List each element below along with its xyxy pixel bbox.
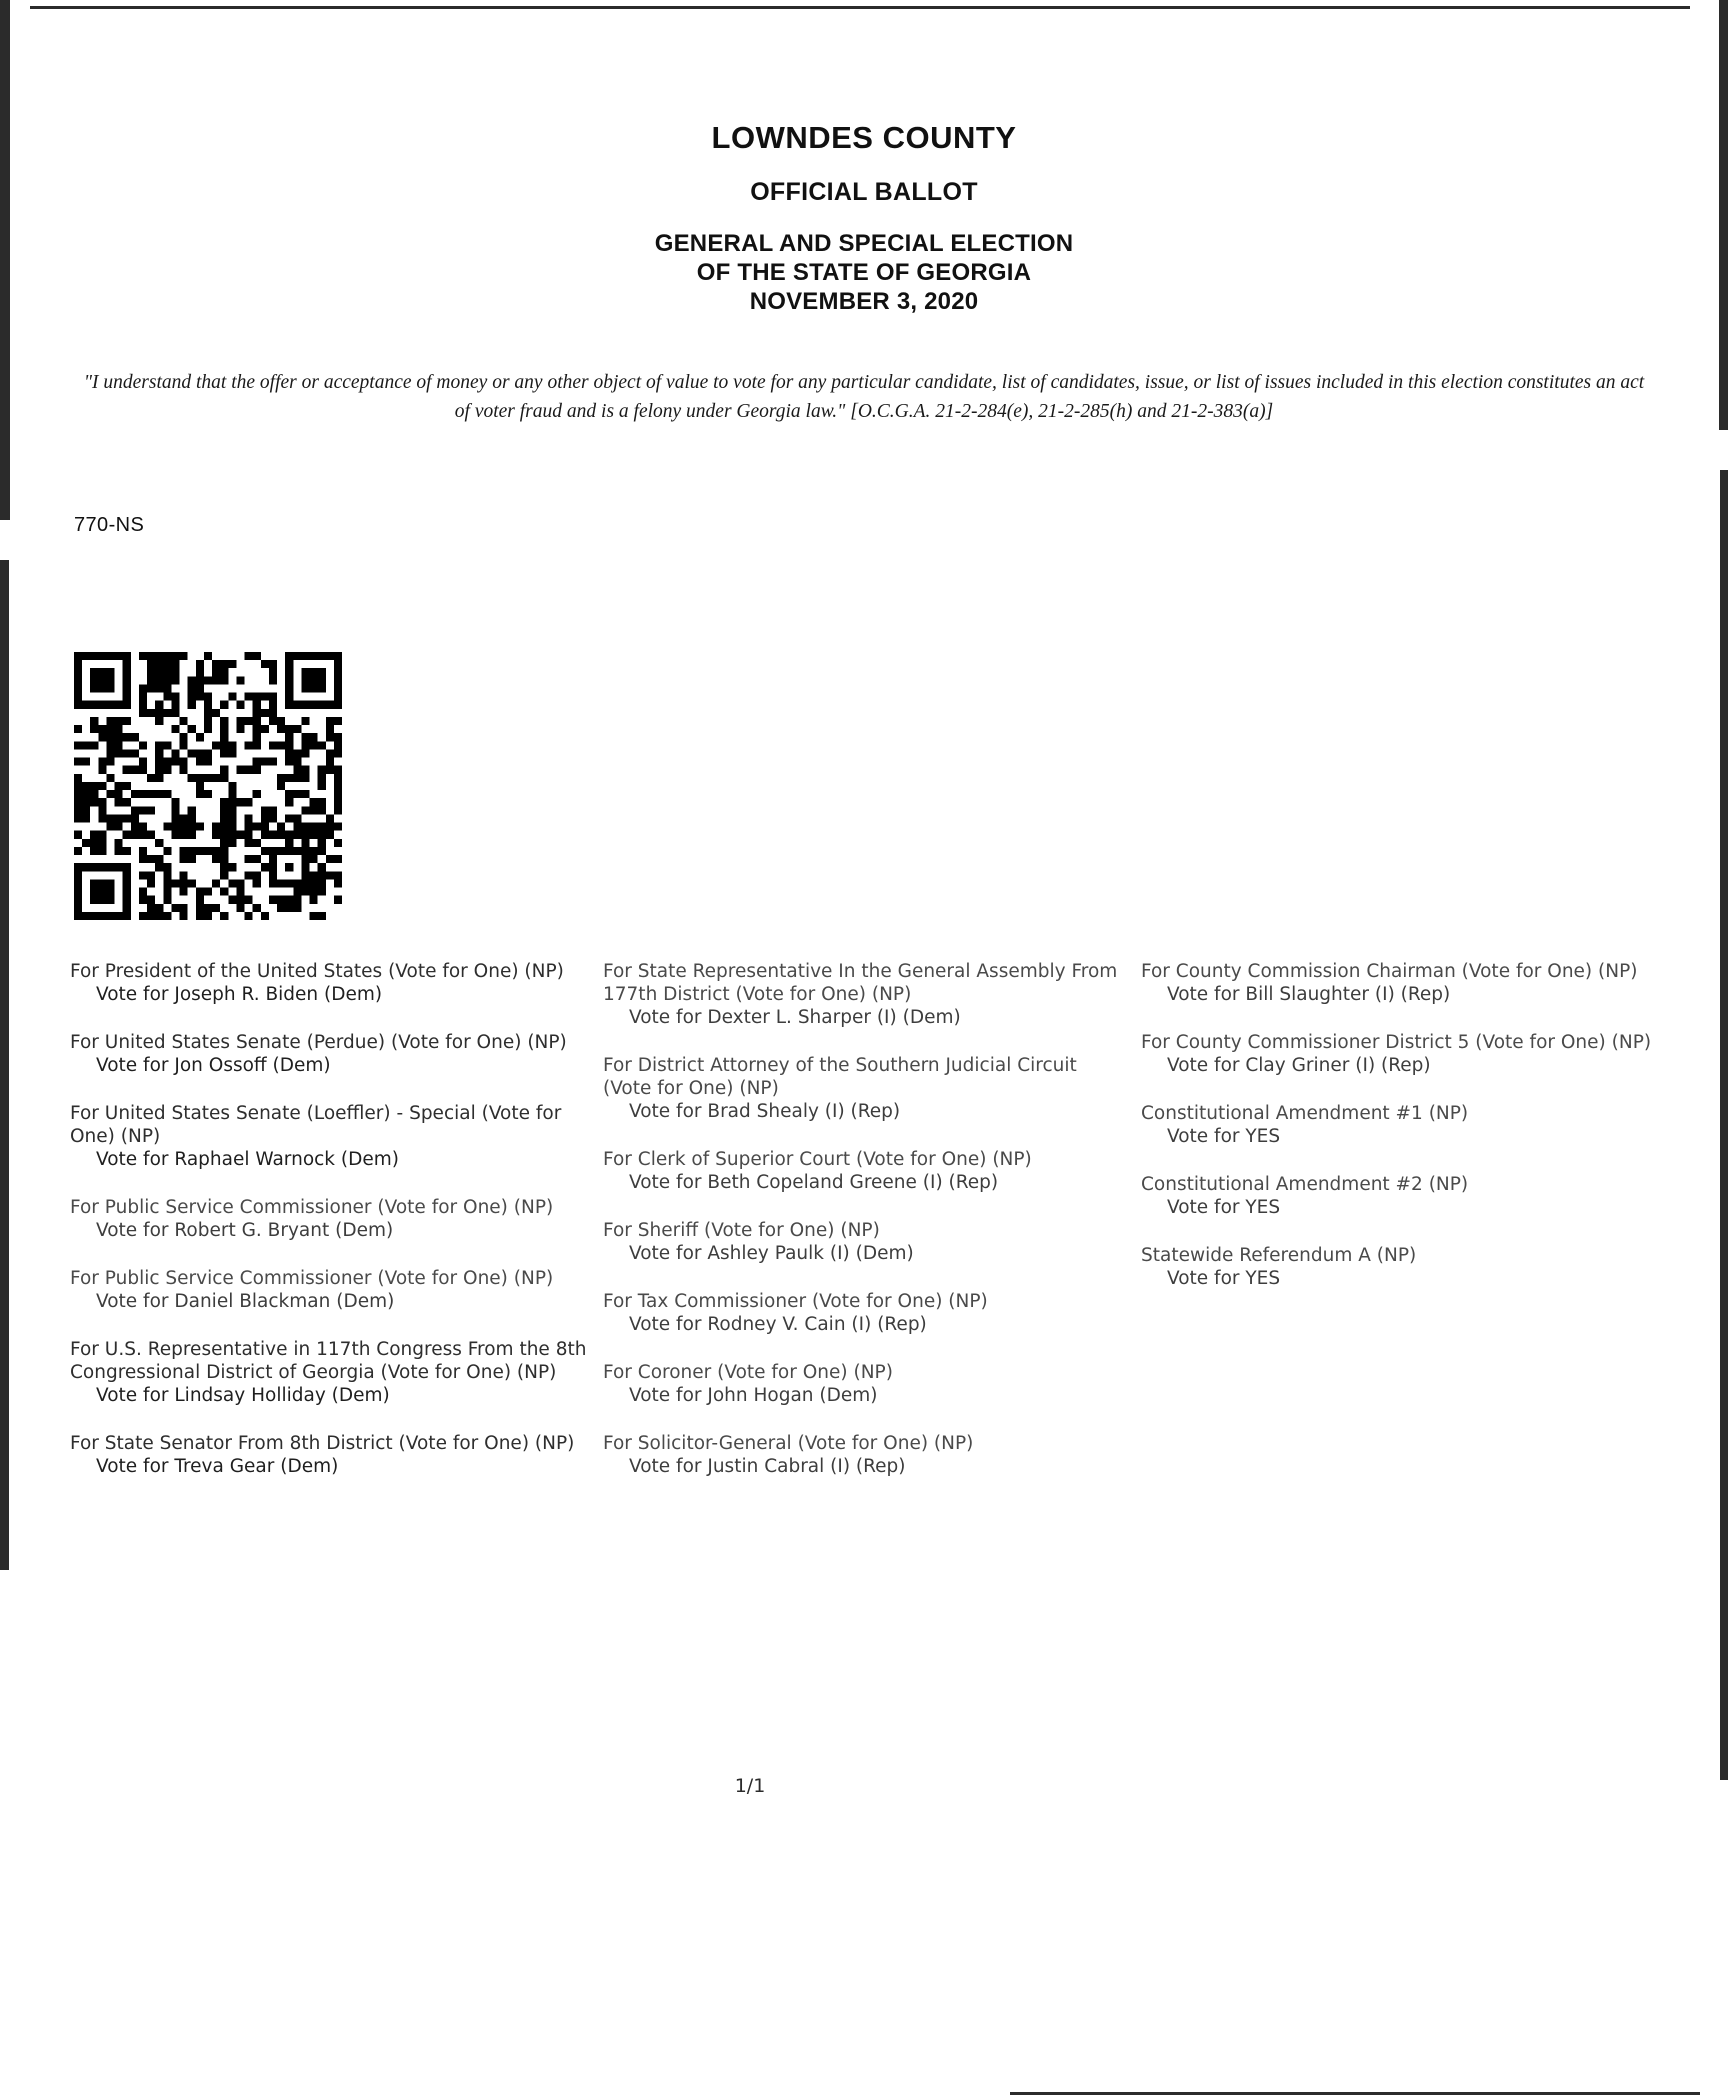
contest-title: For Sheriff (Vote for One) (NP) <box>603 1220 880 1241</box>
contest-public-service-commissioner-1 <box>70 1196 593 1242</box>
contest-selection: Vote for Joseph R. Biden (Dem) <box>96 984 383 1005</box>
contest-clerk-of-superior-court <box>603 1148 1131 1194</box>
contest-columns <box>70 960 1670 1503</box>
qr-code-image <box>74 652 342 920</box>
contest-title: For Coroner (Vote for One) (NP) <box>603 1362 893 1383</box>
contest-selection: Vote for Brad Shealy (I) (Rep) <box>629 1101 901 1122</box>
contest-title: For Tax Commissioner (Vote for One) (NP) <box>603 1291 988 1312</box>
contest-selection: Vote for Raphael Warnock (Dem) <box>96 1149 399 1170</box>
contest-county-commissioner-district-5 <box>1141 1031 1660 1077</box>
contest-selection: Vote for Justin Cabral (I) (Rep) <box>629 1456 906 1477</box>
contest-us-senate-loeffler-special <box>70 1102 593 1171</box>
contest-title: For Public Service Commissioner (Vote for One) (NP) <box>70 1268 554 1289</box>
contest-title: For United States Senate (Perdue) (Vote for One) (NP) <box>70 1032 567 1053</box>
contest-president <box>70 960 593 1006</box>
scan-edge-mark-bottom-border <box>1010 2092 1700 2095</box>
contest-selection: Vote for Ashley Paulk (I) (Dem) <box>629 1243 914 1264</box>
contest-title: For U.S. Representative in 117th Congress From the 8th Congressional District of Georgia (Vote for One) (NP) <box>70 1339 587 1383</box>
contest-constitutional-amendment-2 <box>1141 1173 1660 1219</box>
contest-constitutional-amendment-1 <box>1141 1102 1660 1148</box>
contest-selection: Vote for Clay Griner (I) (Rep) <box>1167 1055 1431 1076</box>
contest-selection: Vote for Bill Slaughter (I) (Rep) <box>1167 984 1451 1005</box>
contest-title: For United States Senate (Loeffler) - Special (Vote for One) (NP) <box>70 1103 562 1147</box>
voter-fraud-oath: "I understand that the offer or acceptance of money or any other object of value to vote for any particular candidate, list of candidates, issue, or list of issues included in this election constitutes an act of voter fraud and is a felony under Georgia law." [O.C.G.A. 21-2-284(e), 21-2-285(h) and 21-2-383(a)] <box>83 372 1645 422</box>
scan-edge-mark-right-lower <box>1720 470 1728 1780</box>
contest-selection: Vote for Robert G. Bryant (Dem) <box>96 1220 394 1241</box>
contest-district-attorney <box>603 1054 1131 1123</box>
ballot-header <box>0 120 1728 316</box>
contest-title: Constitutional Amendment #2 (NP) <box>1141 1174 1469 1195</box>
contest-selection: Vote for Daniel Blackman (Dem) <box>96 1291 395 1312</box>
contest-selection: Vote for Treva Gear (Dem) <box>96 1456 339 1477</box>
contest-us-senate-perdue <box>70 1031 593 1077</box>
contest-us-representative-8th-district <box>70 1338 593 1407</box>
contest-title: For State Senator From 8th District (Vote for One) (NP) <box>70 1433 575 1454</box>
contest-selection: Vote for Rodney V. Cain (I) (Rep) <box>629 1314 927 1335</box>
ballot-qr-code <box>74 652 342 920</box>
contest-title: For State Representative In the General Assembly From 177th District (Vote for One) (NP) <box>603 961 1118 1005</box>
contest-title: For County Commissioner District 5 (Vote for One) (NP) <box>1141 1032 1652 1053</box>
contest-state-senator-8th-district <box>70 1432 593 1478</box>
contest-title: For County Commission Chairman (Vote for One) (NP) <box>1141 961 1638 982</box>
contest-selection: Vote for Dexter L. Sharper (I) (Dem) <box>629 1007 961 1028</box>
page-number: 1/1 <box>734 1775 766 1797</box>
election-title-line2: OF THE STATE OF GEORGIA <box>696 259 1032 286</box>
contest-statewide-referendum-a <box>1141 1244 1660 1290</box>
contest-selection: Vote for YES <box>1167 1197 1281 1218</box>
contest-selection: Vote for John Hogan (Dem) <box>629 1385 878 1406</box>
contest-coroner <box>603 1361 1131 1407</box>
contest-selection: Vote for YES <box>1167 1268 1281 1289</box>
scan-edge-mark-left-lower <box>0 560 9 1570</box>
contest-title: Statewide Referendum A (NP) <box>1141 1245 1417 1266</box>
contest-title: For President of the United States (Vote for One) (NP) <box>70 961 564 982</box>
contest-title: For Solicitor-General (Vote for One) (NP) <box>603 1433 974 1454</box>
contest-selection: Vote for Lindsay Holliday (Dem) <box>96 1385 390 1406</box>
election-date: NOVEMBER 3, 2020 <box>749 288 979 315</box>
contest-title: For District Attorney of the Southern Judicial Circuit (Vote for One) (NP) <box>603 1055 1077 1099</box>
contest-sheriff <box>603 1219 1131 1265</box>
contest-state-representative-177th <box>603 960 1131 1029</box>
scan-edge-mark-top-border <box>30 6 1690 9</box>
contest-solicitor-general <box>603 1432 1131 1478</box>
contest-title: Constitutional Amendment #1 (NP) <box>1141 1103 1469 1124</box>
contest-selection: Vote for YES <box>1167 1126 1281 1147</box>
county-title: LOWNDES COUNTY <box>711 120 1017 155</box>
contest-public-service-commissioner-2 <box>70 1267 593 1313</box>
ballot-style-id: 770-NS <box>74 514 145 536</box>
contest-column-2 <box>603 960 1141 1503</box>
contest-title: For Clerk of Superior Court (Vote for One) (NP) <box>603 1149 1032 1170</box>
contest-column-3 <box>1141 960 1670 1503</box>
contest-tax-commissioner <box>603 1290 1131 1336</box>
contest-county-commission-chairman <box>1141 960 1660 1006</box>
election-title-line1: GENERAL AND SPECIAL ELECTION <box>654 230 1074 257</box>
contest-selection: Vote for Beth Copeland Greene (I) (Rep) <box>629 1172 999 1193</box>
contest-selection: Vote for Jon Ossoff (Dem) <box>96 1055 331 1076</box>
official-ballot-title: OFFICIAL BALLOT <box>750 178 978 206</box>
contest-column-1 <box>70 960 603 1503</box>
contest-title: For Public Service Commissioner (Vote for One) (NP) <box>70 1197 554 1218</box>
